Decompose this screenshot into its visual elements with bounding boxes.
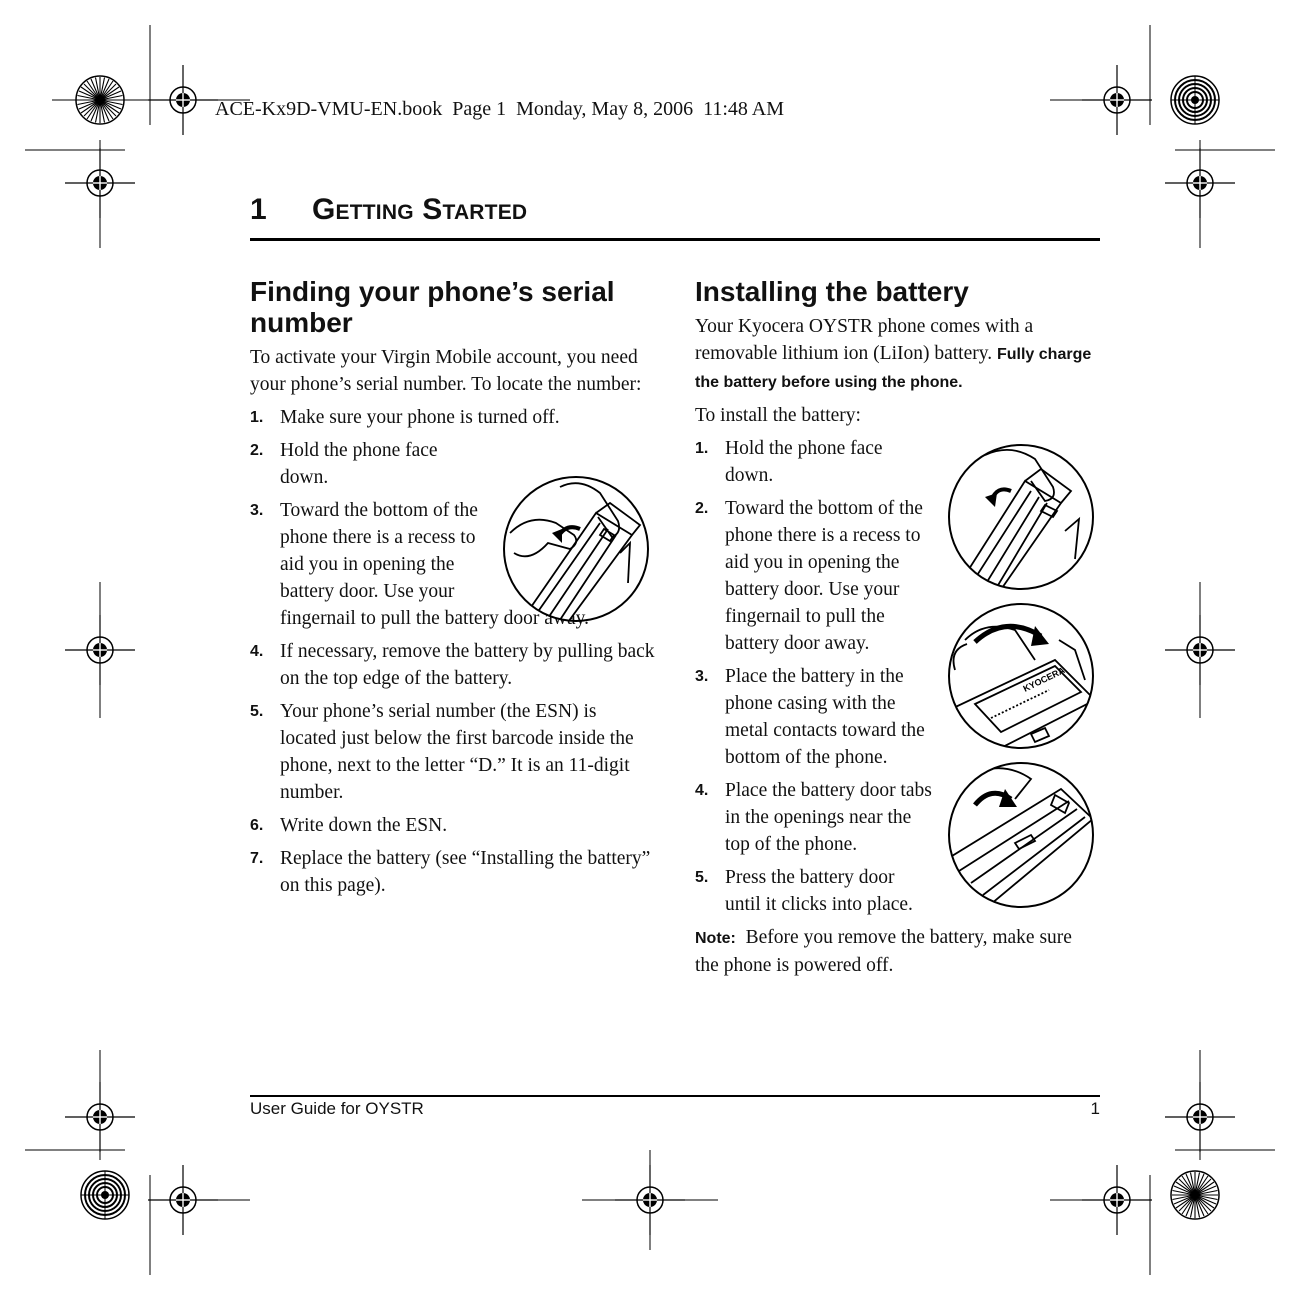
- registration-mark-icon: [1082, 65, 1152, 135]
- chapter-number: 1: [250, 193, 267, 226]
- list-item: 1. Hold the phone face down.: [695, 438, 883, 486]
- section-heading-installing-battery: Installing the battery: [695, 276, 969, 307]
- battery-intro: Your Kyocera OYSTR phone comes with a removable lithium ion (LiIon) battery. Fully charge the battery before using the phone.: [695, 316, 1092, 391]
- book-slug-line: ACE-Kx9D-VMU-EN.book Page 1 Monday, May 8, 2006 11:48 AM: [215, 98, 785, 120]
- chapter-title: Getting Started: [312, 193, 528, 226]
- battery-door-illustration: [500, 473, 652, 625]
- list-item: 7. Replace the battery (see “Installing the battery” on this page).: [250, 848, 651, 896]
- registration-mark-icon: [65, 148, 135, 218]
- chapter-rule: [250, 238, 1100, 241]
- serial-intro: To activate your Virgin Mobile account, you need your phone’s serial number. To locate the number:: [250, 347, 642, 395]
- starburst-target-icon: [1171, 76, 1219, 124]
- registration-mark-icon: [1082, 1165, 1152, 1235]
- close-door-illustration: [945, 759, 1097, 911]
- list-item: 3. Place the battery in the phone casing with the metal contacts toward the bottom of the phone.: [695, 666, 925, 768]
- starburst-target-icon: [1171, 1171, 1219, 1219]
- list-item: 2. Toward the bottom of the phone there is a recess to aid you in opening the battery door. Use your fingernail to pull the battery door away.: [695, 498, 923, 654]
- registration-mark-icon: [65, 1082, 135, 1152]
- page-number: 1: [1090, 1099, 1100, 1118]
- registration-mark-icon: [1165, 1082, 1235, 1152]
- starburst-target-icon: [81, 1171, 129, 1219]
- battery-brand-label: KYOCERA: [1021, 665, 1067, 694]
- registration-mark-icon: [148, 65, 218, 135]
- footer-rule: [250, 1095, 1100, 1097]
- battery-lead: To install the battery:: [695, 405, 861, 426]
- list-item: 4. Place the battery door tabs in the openings near the top of the phone.: [695, 780, 932, 855]
- list-item: 5. Press the battery door until it clicks into place.: [695, 867, 913, 915]
- insert-battery-illustration: [945, 600, 1097, 752]
- list-item: 1. Make sure your phone is turned off.: [250, 407, 560, 428]
- list-item: 5. Your phone’s serial number (the ESN) is located just below the first barcode inside the phone, next to the letter “D.” It is an 11-digit number.: [250, 701, 634, 803]
- open-door-illustration: [945, 441, 1097, 593]
- list-item: 3. Toward the bottom of the phone there is a recess to aid you in opening the battery door. Use your fingernail to pull the battery door away.: [250, 500, 590, 629]
- registration-mark-icon: [148, 1165, 218, 1235]
- registration-mark-icon: [1165, 615, 1235, 685]
- list-item: 4. If necessary, remove the battery by pulling back on the top edge of the battery.: [250, 641, 655, 689]
- chapter-heading: [250, 193, 1100, 227]
- list-item: 2. Hold the phone face down.: [250, 440, 438, 488]
- list-item: 6. Write down the ESN.: [250, 815, 448, 836]
- footer-guide-title: User Guide for OYSTR: [250, 1099, 424, 1118]
- section-heading-serial-number: Finding your phone’s serial number: [250, 276, 615, 338]
- registration-mark-icon: [615, 1165, 685, 1235]
- starburst-target-icon: [76, 76, 124, 124]
- registration-mark-icon: [1165, 148, 1235, 218]
- battery-note: Note: Before you remove the battery, make sure the phone is powered off.: [695, 927, 1072, 976]
- registration-mark-icon: [65, 615, 135, 685]
